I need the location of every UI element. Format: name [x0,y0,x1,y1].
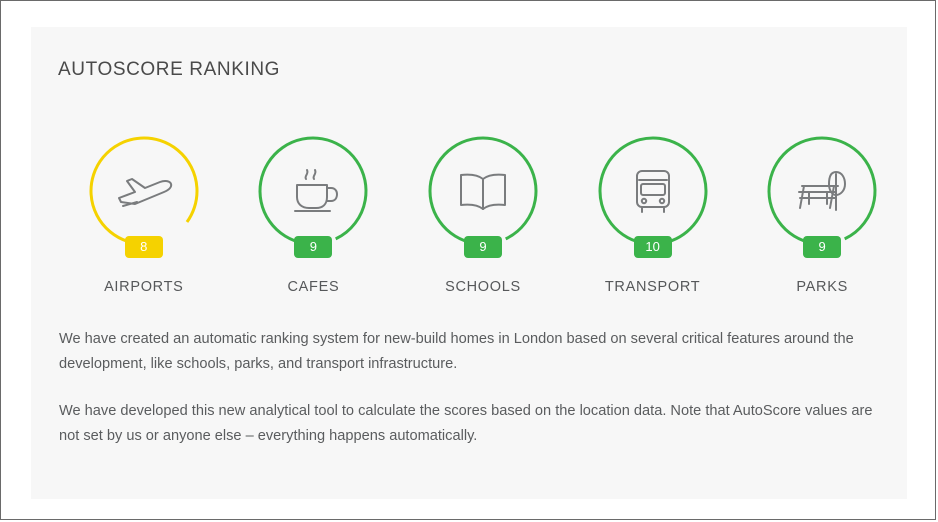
score-list [31,135,907,295]
score-ring-transport [597,135,709,254]
description-block [59,327,881,471]
airplane-icon [88,135,200,247]
score-item-parks[interactable] [737,135,907,295]
coffee-cup-icon [257,135,369,247]
score-label-parks: PARKS [796,279,848,295]
score-badge-parks: 9 [803,236,841,258]
score-badge-cafes: 9 [294,236,332,258]
score-ring-parks [766,135,878,254]
score-item-schools[interactable] [398,135,568,295]
score-ring-airports [88,135,200,254]
score-item-transport[interactable] [568,135,738,295]
score-badge-transport: 10 [634,236,672,258]
open-book-icon [427,135,539,247]
score-badge-airports: 8 [125,236,163,258]
score-ring-cafes [257,135,369,254]
score-badge-schools: 9 [464,236,502,258]
score-label-cafes: CAFES [287,279,340,295]
description-paragraph-1: We have created an automatic ranking system for new-build homes in London based on several critical features around the development, like schools, parks, and transport infrastructure. [59,331,854,372]
description-paragraph-2: We have developed this new analytical tool to calculate the scores based on the location data. Note that AutoScore values are not set by us or anyone else – everything happens automatically. [59,403,873,444]
score-ring-schools [427,135,539,254]
score-label-schools: SCHOOLS [445,279,521,295]
autoscore-card [31,27,907,499]
page-title: AUTOSCORE RANKING [58,59,281,80]
score-item-cafes[interactable] [229,135,399,295]
score-label-transport: TRANSPORT [604,279,701,295]
score-item-airports[interactable] [59,135,229,295]
park-bench-icon [766,135,878,247]
bus-icon [597,135,709,247]
score-label-airports: AIRPORTS [104,279,184,295]
